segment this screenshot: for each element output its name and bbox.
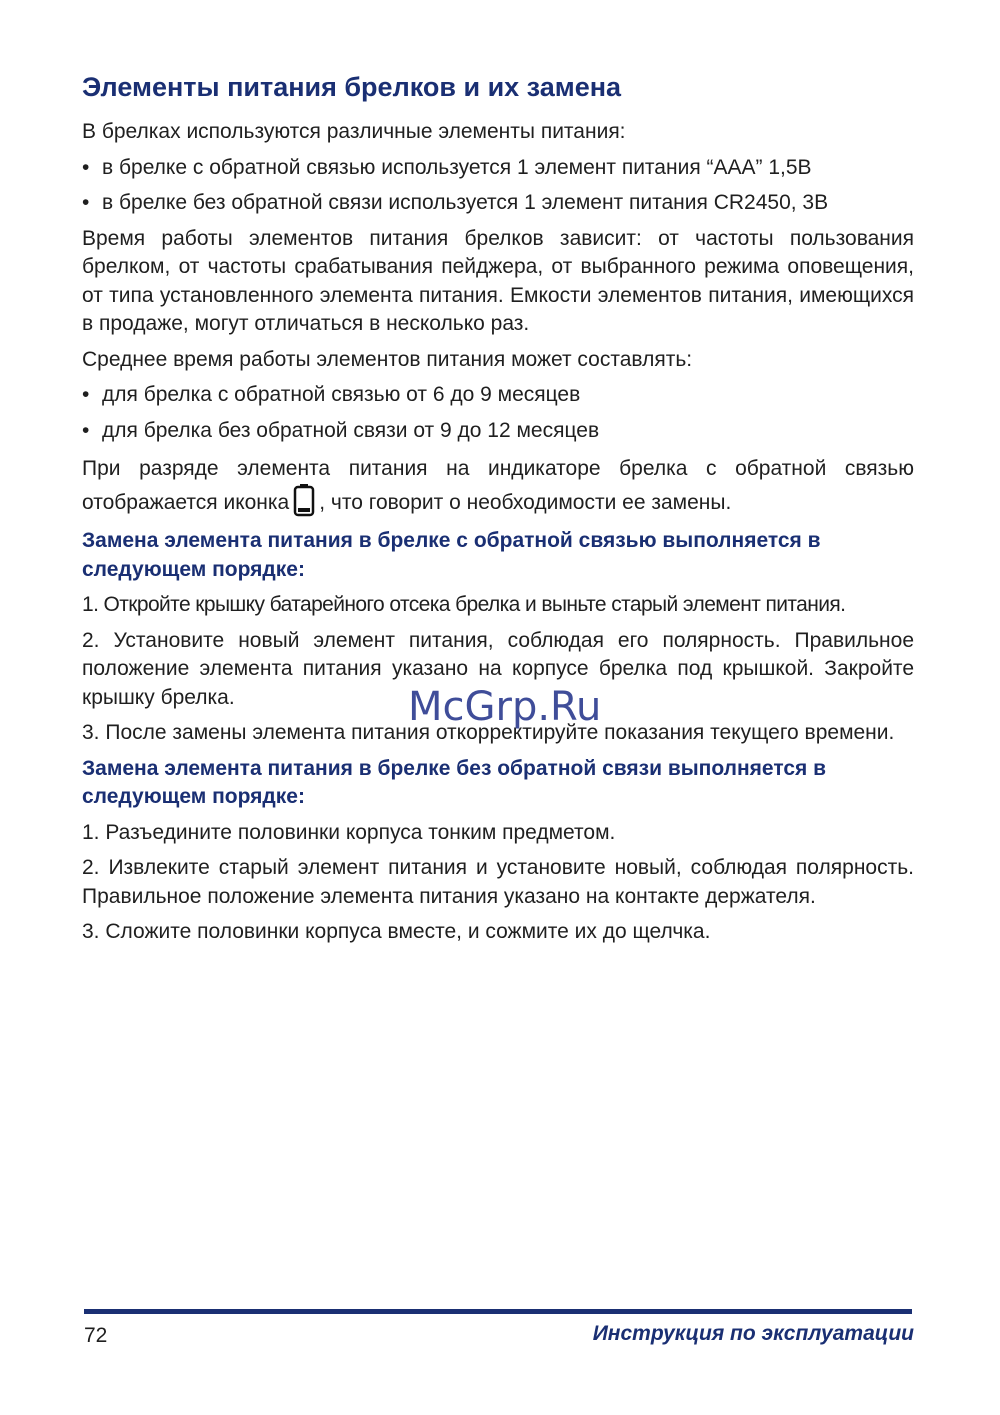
bullet-marker: • (82, 418, 90, 442)
list-item-text: для брелка без обратной связи от 9 до 12 месяцев (102, 418, 600, 442)
page-title: Элементы питания брелков и их замена (82, 72, 622, 102)
step-text: 2. Извлеките старый элемент питания и установите новый, соблюдая полярность. Правильное положение элемента питания указано на контакте держателя. (82, 856, 914, 908)
step-text: 3. Сложите половинки корпуса вместе, и сожмите их до щелчка. (82, 920, 711, 944)
list-item (82, 189, 914, 218)
discharge-paragraph (82, 452, 914, 520)
discharge-text-end: , что говорит о необходимости ее замены. (319, 491, 732, 514)
step-text: 3. После замены элемента питания откорректируйте показания текущего времени. (82, 721, 895, 745)
page-number: 72 (84, 1324, 108, 1347)
runtime-paragraph: Время работы элементов питания брелков зависит: от частоты пользования брелком, от частоты срабатывания пейджера, от выбранного режима оповещения, от типа установленного элемента питания. Емкости элементов питания, имеющихся в продаже, могут отличаться в несколько раз. (82, 226, 914, 335)
section-heading: Замена элемента питания в брелке с обратной связью выполняется в следующем порядке: (82, 529, 821, 581)
footer-title: Инструкция по эксплуатации (592, 1322, 914, 1345)
section-heading: Замена элемента питания в брелке без обратной связи выполняется в следующем порядке: (82, 756, 827, 809)
battery-low-icon (293, 483, 315, 517)
list-item (82, 417, 914, 446)
list-item (82, 381, 914, 410)
bullet-marker: • (82, 383, 90, 406)
list-item-text: в брелке с обратной связью используется 1 элемент питания “ААА” 1,5В (102, 155, 812, 179)
intro-text: В брелках используются различные элементы питания: (82, 120, 626, 143)
step-text: 1. Откройте крышку батарейного отсека брелка и выньте старый элемент питания. (82, 593, 846, 617)
watermark: McGrp.Ru (408, 684, 602, 730)
list-item-text: для брелка с обратной связью от 6 до 9 месяцев (102, 383, 581, 406)
bullet-marker: • (82, 191, 90, 214)
bullet-marker: • (82, 155, 90, 179)
step-text: 2. Установите новый элемент питания, соблюдая его полярность. Правильное положение элемента питания указано на корпусе брелка под крышкой. Закройте крышку брелка. (82, 628, 914, 709)
footer-divider (84, 1309, 912, 1314)
list-item-text: в брелке без обратной связи используется 1 элемент питания CR2450, 3В (102, 191, 829, 214)
page-content (82, 68, 914, 954)
list-item (82, 154, 914, 183)
average-intro: Среднее время работы элементов питания может составлять: (82, 347, 693, 371)
step-text: 1. Разъедините половинки корпуса тонким предметом. (82, 820, 616, 844)
discharge-text: При разряде элемента питания на индикаторе брелка с обратной связью отображается иконка (82, 457, 914, 514)
